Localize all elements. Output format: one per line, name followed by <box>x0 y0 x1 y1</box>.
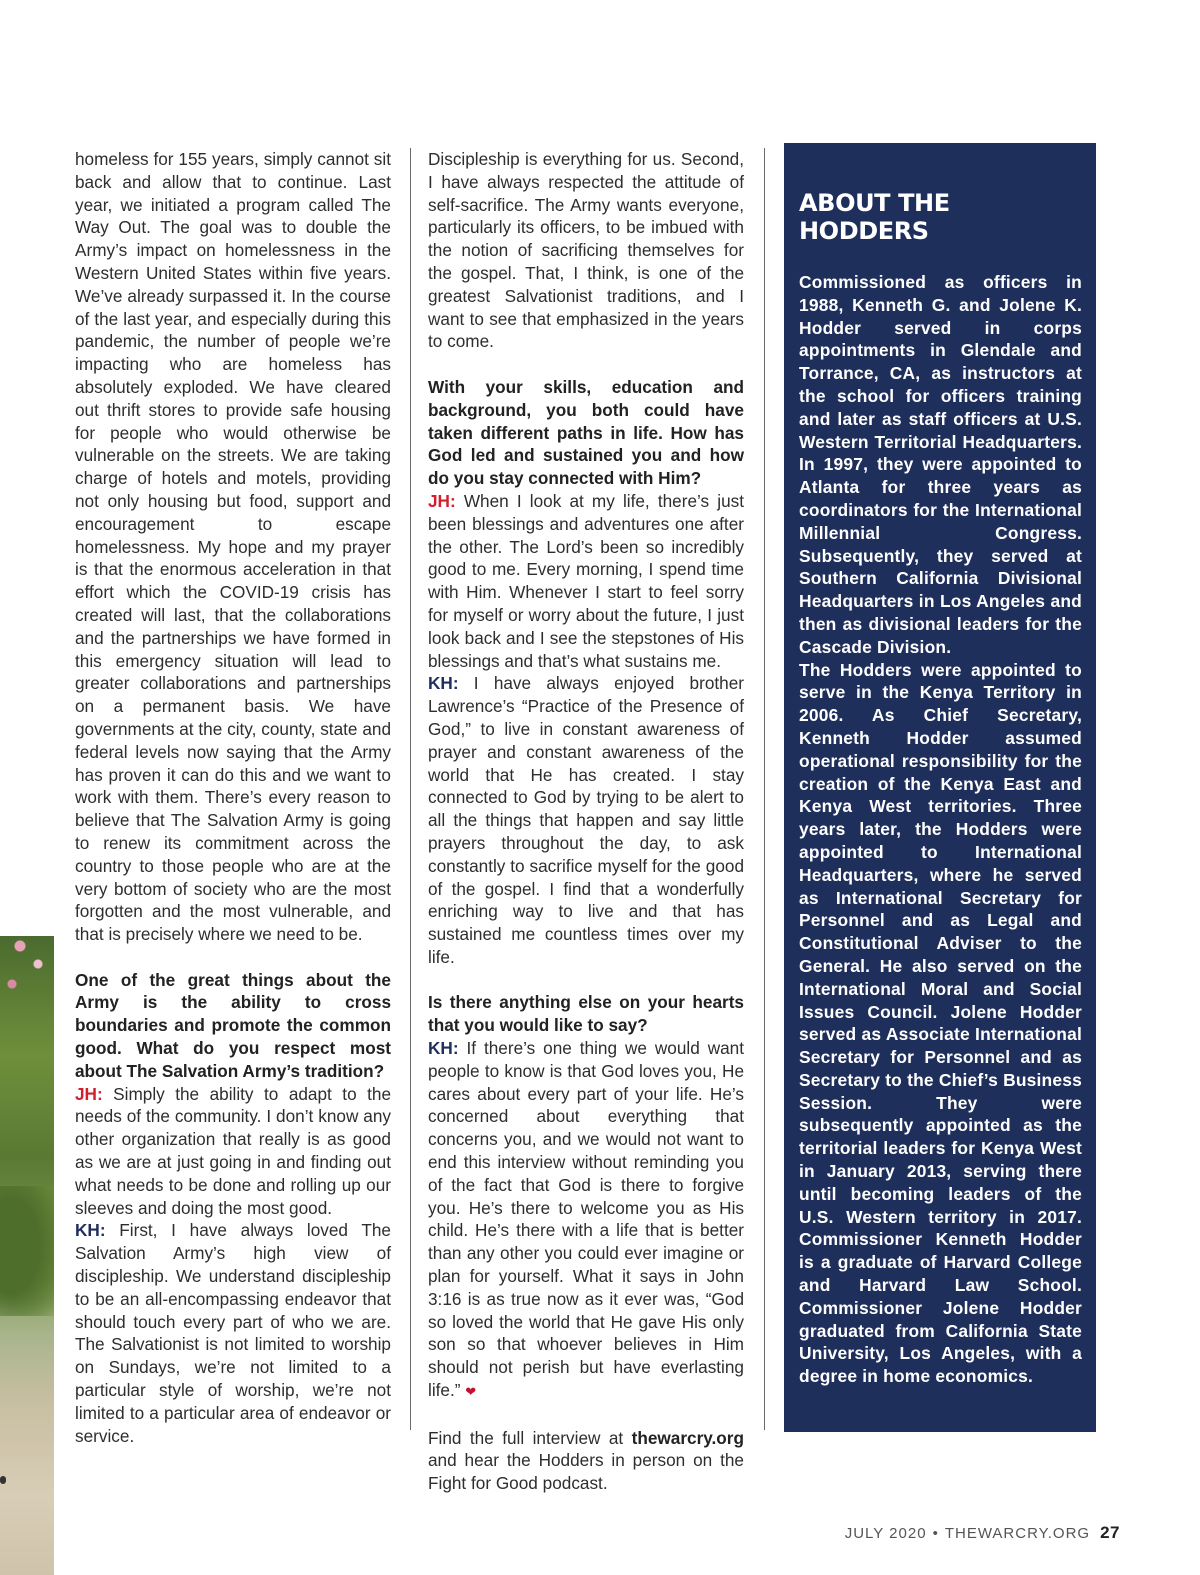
find-prefix: Find the full interview at <box>428 1427 632 1448</box>
issue-date: JULY 2020 <box>844 1525 927 1542</box>
bush-shape <box>0 1186 54 1316</box>
end-mark-icon: ❤ <box>465 1384 477 1400</box>
article-column-1 <box>75 148 391 1447</box>
answer-jh-tradition <box>75 1083 391 1220</box>
paragraph-homelessness: homeless for 155 years, simply cannot sit back and allow that to continue. Last year, we initiated a program called The Way Out. The goal was to double the Army’s impact on homelessness in the Western United States within five years. We’ve already surpassed it. In the course of the last year, and especially during this pandemic, the number of people we’re impacting who are homeless has absolutely exploded. We have cleared out thrift stores to provide safe housing for people who would otherwise be vulnerable on the streets. We are taking charge of hotels and motels, providing not only housing but food, support and encouragement to escape homelessness. My hope and my prayer is that the enormous acceleration in that effort which the COVID-19 crisis has created will last, that the collaborations and the partnerships we have formed in this emergency situation will lead to greater collaborations and partnerships on a permanent basis. We have governments at the city, county, state and federal levels now saying that the Army has proven it can do this and we want to work with them. There’s every reason to believe that The Salvation Army is going to renew its commitment across the country to those people who are at the very bottom of society who are the most forgotten and the most vulnerable, and that is precisely where we need to be. <box>75 149 391 945</box>
separator-dot: • <box>932 1525 939 1542</box>
find-interview-note <box>428 1427 744 1495</box>
question-god-led: With your skills, education and background, you both could have taken different paths in life. How has God led and sustained you and how do you stay connected with Him? <box>428 376 744 489</box>
answer-jh-god <box>428 490 744 672</box>
about-sidebar <box>784 143 1096 1432</box>
answer-text: First, I have always loved The Salvation Army’s high view of discipleship. We understand discipleship to be an all-encompassing endeavor that should touch every part of who we are. The Salvationist is not limited to worship on Sundays, we’re not limited to a particular style of worship, we’re not limited to a particular area of endeavor or service. <box>75 1220 391 1446</box>
find-suffix: and hear the Hodders in person on the Fight for Good podcast. <box>428 1450 744 1494</box>
column-divider <box>410 148 411 1430</box>
paragraph-discipleship: Discipleship is everything for us. Second, I have always respected the attitude of self-sacrifice. The Army wants everyone, particularly its officers, to be imbued with the notion of sacrificing themselves for the gospel. That, I think, is one of the greatest Salvationist traditions, and I want to see that emphasized in the years to come. <box>428 149 744 352</box>
article-column-2 <box>428 148 744 1495</box>
answer-kh-tradition <box>75 1219 391 1447</box>
question-anything-else: Is there anything else on your hearts that you would like to say? <box>428 992 744 1036</box>
sidebar-bio <box>799 271 1082 1388</box>
page-number: 27 <box>1100 1523 1120 1542</box>
sidebar-title: ABOUT THE HODDERS <box>799 189 950 245</box>
speaker-kh-label: KH: <box>428 1038 459 1059</box>
bio-paragraph-1: Commissioned as officers in 1988, Kenneth G. and Jolene K. Hodder served in corps appointments in Glendale and Torrance, CA, as instructors at the school for officers training and later as staff officers at U.S. Western Territorial Headquarters. In 1997, they were appointed to Atlanta for three years as coordinators for the International Millennial Congress. Subsequently, they served at Southern California Divisional Headquarters in Los Angeles and then as divisional leaders for the Cascade Division. <box>799 272 1082 657</box>
answer-text: I have always enjoyed brother Lawrence’s “Practice of the Presence of God,” to live in constant awareness of prayer and constant awareness of the world that He has created. I stay connected to God by trying to be alert to all the things that happen and say little prayers throughout the day, to ask constantly to sacrifice myself for the good of the gospel. I find that a wonderfully enriching way to live and that has sustained me countless times over my life. <box>428 673 744 967</box>
photo-object <box>0 1476 6 1484</box>
answer-text: When I look at my life, there’s just been blessings and adventures one after the other. The Lord’s been so incredibly good to me. Every morning, I spend time with Him. Whenever I start to feel sorry for myself or worry about the future, I just look back and I see the stepstones of His blessings and that’s what sustains me. <box>428 490 744 671</box>
question-army-tradition: One of the great things about the Army is the ability to cross boundaries and promote the common good. What do you respect most about The Salvation Army’s tradition? <box>75 969 391 1081</box>
answer-text: Simply the ability to adapt to the needs of the community. I don’t know any other organization that really is as good as we are at just going in and finding out what needs to be done and rolling up our sleeves and doing the most good. <box>75 1083 391 1218</box>
answer-kh-god <box>428 672 744 968</box>
speaker-kh-label: KH: <box>75 1220 106 1241</box>
speaker-jh-label: JH: <box>428 490 456 511</box>
answer-text: If there’s one thing we would want people to know is that God loves you, He cares about every part of your life. He’s concerned about everything that concerns you, and we would not want to end this interview without reminding you of the fact that God is there to forgive you. He’s there to welcome you as His child. He’s there with a life that is better than any other you could ever imagine or plan for yourself. What it says in John 3:16 is as true now as it ever was, “God so loved the world that He gave His only son so that whoever believes in Him should not perish but have everlasting life.” <box>428 1038 744 1401</box>
site-name: THEWARCRY.ORG <box>944 1525 1091 1542</box>
speaker-jh-label: JH: <box>75 1083 103 1104</box>
column-divider <box>764 148 765 1430</box>
warcry-link[interactable]: thewarcry.org <box>631 1427 744 1448</box>
garden-photo-edge <box>0 936 54 1575</box>
bio-paragraph-2: The Hodders were appointed to serve in the Kenya Territory in 2006. As Chief Secretary, Kenneth Hodder assumed operational responsibility for the creation of the Kenya East and Kenya West territories. Three years later, the Hodders were appointed to International Headquarters, where he served as International Secretary for Personnel and as Legal and Constitutional Adviser to the General. He also served on the International Moral and Social Issues Council. Jolene Hodder served as Associate International Secretary for Personnel and as Secretary to the Chief’s Business Session. They were subsequently appointed as the territorial leaders for Kenya West in January 2013, serving there until becoming leaders of the U.S. Western territory in 2017. Commissioner Kenneth Hodder is a graduate of Harvard College and Harvard Law School. Commissioner Jolene Hodder graduated from California State University, Los Angeles, with a degree in home economics. <box>799 659 1082 1387</box>
answer-kh-final <box>428 1037 744 1404</box>
speaker-kh-label: KH: <box>428 673 459 694</box>
page-footer <box>845 1523 1120 1543</box>
